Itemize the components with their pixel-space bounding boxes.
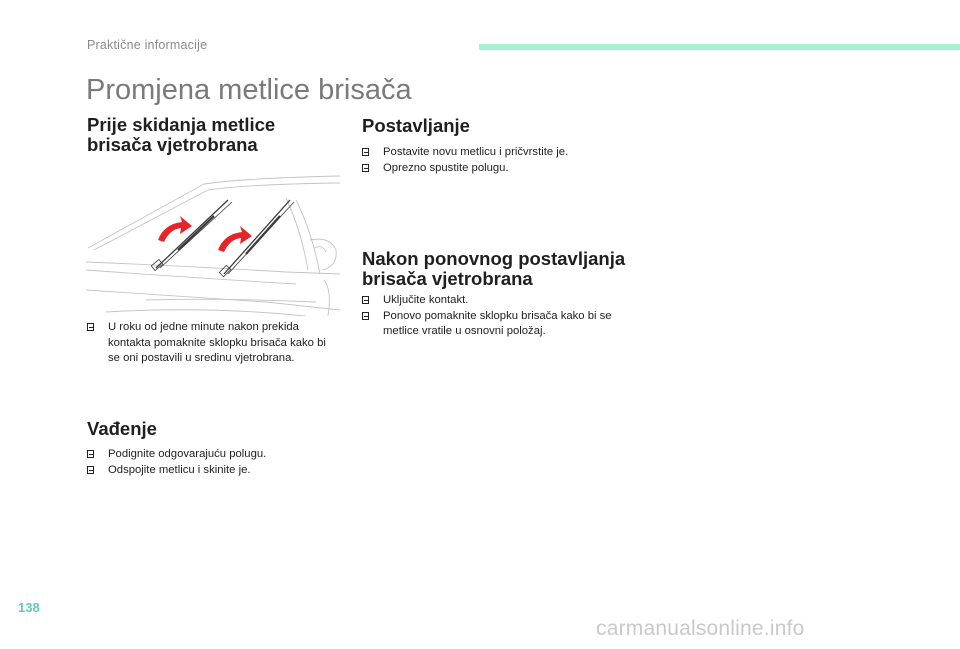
installation-steps [362,145,622,176]
checkbox-bullet-icon [362,312,369,320]
before-removal-steps [87,320,332,367]
checkbox-bullet-icon [87,450,94,458]
heading-removal: Vađenje [87,418,157,439]
page-number: 138 [18,600,40,615]
after-installation-steps [362,293,622,340]
list-item: Oprezno spustite polugu. [362,161,622,177]
list-item: Uključite kontakt. [362,293,622,309]
checkbox-bullet-icon [362,296,369,304]
list-item: Podignite odgovarajuću polugu. [87,447,337,463]
checkbox-bullet-icon [87,466,94,474]
heading-after-installation: Nakon ponovnog postavljanja brisača vjetrobrana [362,248,626,289]
windshield-wipers-drawing [86,170,340,316]
header-accent-bar [479,44,960,50]
windshield-wipers-illustration [86,170,340,316]
watermark: carmanualsonline.info [596,617,805,640]
list-item: Odspojite metlicu i skinite je. [87,463,337,479]
page-title: Promjena metlice brisača [86,74,412,106]
list-item: Postavite novu metlicu i pričvrstite je. [362,145,622,161]
removal-steps [87,447,337,478]
heading-installation: Postavljanje [362,115,470,136]
checkbox-bullet-icon [362,148,369,156]
checkbox-bullet-icon [87,323,94,331]
section-title: Praktične informacije [87,38,208,52]
checkbox-bullet-icon [362,164,369,172]
list-item: U roku od jedne minute nakon prekida kontakta pomaknite sklopku brisača kako bi se oni postavili u sredinu vjetrobrana. [87,320,332,367]
heading-before-removal: Prije skidanja metlice brisača vjetrobrana [87,114,276,155]
list-item: Ponovo pomaknite sklopku brisača kako bi se metlice vratile u osnovni položaj. [362,309,622,340]
